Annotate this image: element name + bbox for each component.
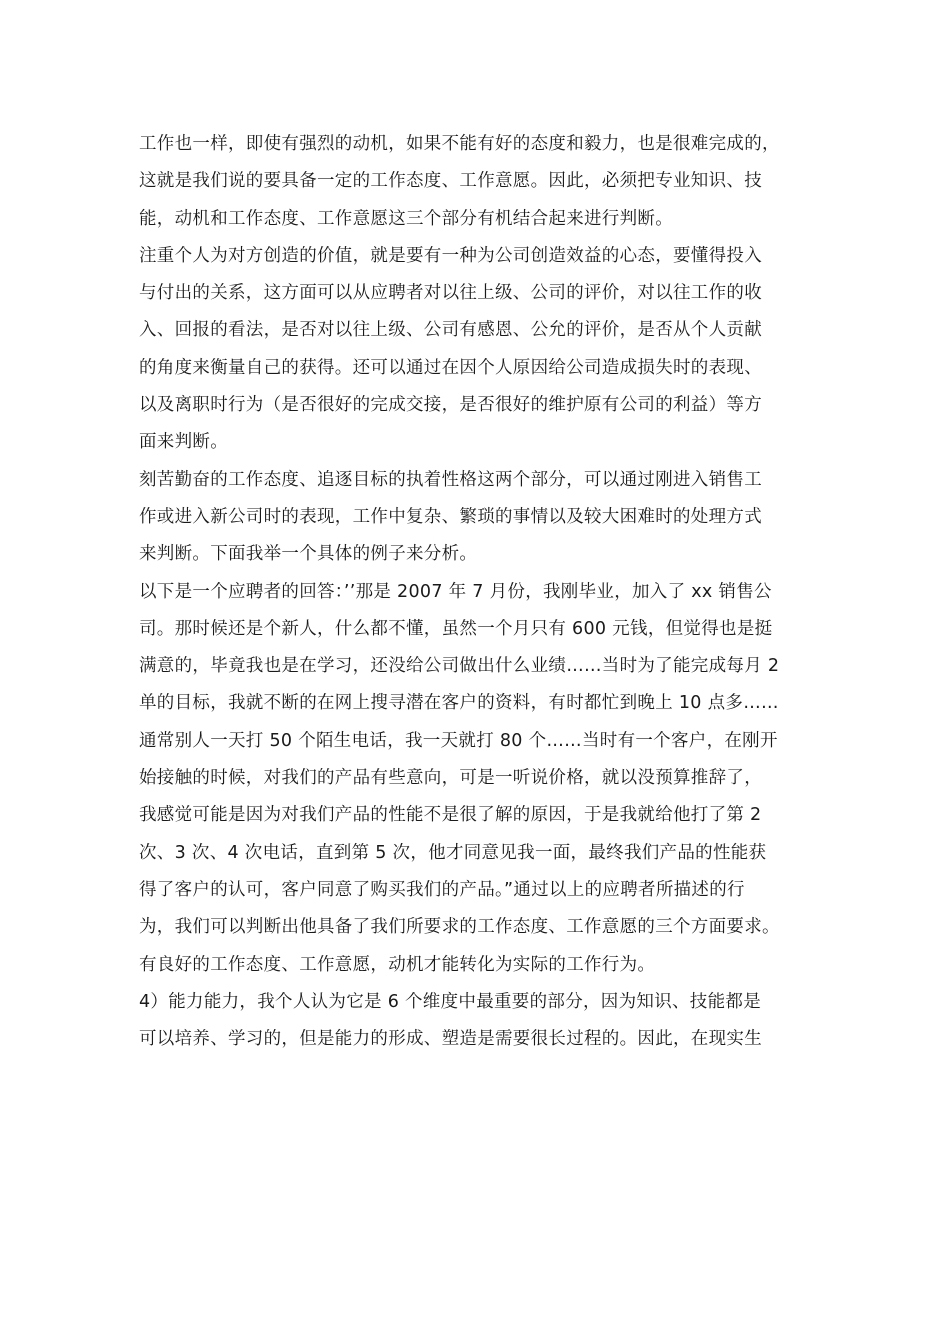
- text-line: 与付出的关系，这方面可以从应聘者对以往上级、公司的评价，对以往工作的收: [139, 283, 762, 304]
- text-line: 以下是一个应聘者的回答：’’那是 2007 年 7 月份，我刚毕业，加入了 xx 销售公: [139, 581, 772, 602]
- text-line: 通常别人一天打 50 个陌生电话，我一天就打 80 个……当时有一个客户，在刚开: [139, 730, 778, 751]
- document-body: [139, 126, 829, 1058]
- text-line: 满意的，毕竟我也是在学习，还没给公司做出什么业绩……当时为了能完成每月 2: [139, 656, 780, 677]
- text-line: 次、3 次、4 次电话，直到第 5 次，他才同意见我一面，最终我们产品的性能获: [139, 842, 767, 863]
- text-line: 能，动机和工作态度、工作意愿这三个部分有机结合起来进行判断。: [139, 208, 673, 229]
- text-line: 为，我们可以判断出他具备了我们所要求的工作态度、工作意愿的三个方面要求。: [139, 917, 780, 938]
- text-line: 我感觉可能是因为对我们产品的性能不是很了解的原因，于是我就给他打了第 2: [139, 805, 762, 826]
- text-line: 可以培养、学习的，但是能力的形成、塑造是需要很长过程的。因此，在现实生: [139, 1029, 762, 1050]
- text-line: 面来判断。: [139, 432, 228, 453]
- text-line: 入、回报的看法，是否对以往上级、公司有感恩、公允的评价，是否从个人贡献: [139, 320, 762, 341]
- text-line: 的角度来衡量自己的获得。还可以通过在因个人原因给公司造成损失时的表现、: [139, 357, 762, 378]
- text-line: 来判断。下面我举一个具体的例子来分析。: [139, 544, 478, 565]
- text-line: 有良好的工作态度、工作意愿，动机才能转化为实际的工作行为。: [139, 954, 656, 975]
- paragraph-3: [139, 462, 829, 574]
- text-line: 得了客户的认可，客户同意了购买我们的产品。”通过以上的应聘者所描述的行: [139, 879, 745, 900]
- text-line: 这就是我们说的要具备一定的工作态度、工作意愿。因此，必须把专业知识、技: [139, 171, 762, 192]
- text-line: 4）能力能力，我个人认为它是 6 个维度中最重要的部分，因为知识、技能都是: [139, 991, 761, 1012]
- paragraph-2: [139, 238, 829, 462]
- text-line: 工作也一样，即使有强烈的动机，如果不能有好的态度和毅力，也是很难完成的，: [139, 134, 780, 154]
- text-line: 刻苦勤奋的工作态度、追逐目标的执着性格这两个部分，可以通过刚进入销售工: [139, 469, 762, 490]
- text-line: 作或进入新公司时的表现，工作中复杂、繁琐的事情以及较大困难时的处理方式: [139, 506, 762, 527]
- paragraph-5: [139, 984, 829, 1059]
- text-line: 单的目标，我就不断的在网上搜寻潜在客户的资料，有时都忙到晚上 10 点多……: [139, 693, 779, 714]
- text-line: 以及离职时行为（是否很好的完成交接，是否很好的维护原有公司的利益）等方: [139, 395, 762, 416]
- paragraph-1: [139, 126, 829, 238]
- text-line: 司。那时候还是个新人，什么都不懂，虽然一个月只有 600 元钱，但觉得也是挺: [139, 618, 773, 639]
- text-line: 注重个人为对方创造的价值，就是要有一种为公司创造效益的心态，要懂得投入: [139, 245, 762, 266]
- text-line: 始接触的时候，对我们的产品有些意向，可是一听说价格，就以没预算推辞了，: [139, 768, 762, 789]
- paragraph-4: [139, 574, 829, 984]
